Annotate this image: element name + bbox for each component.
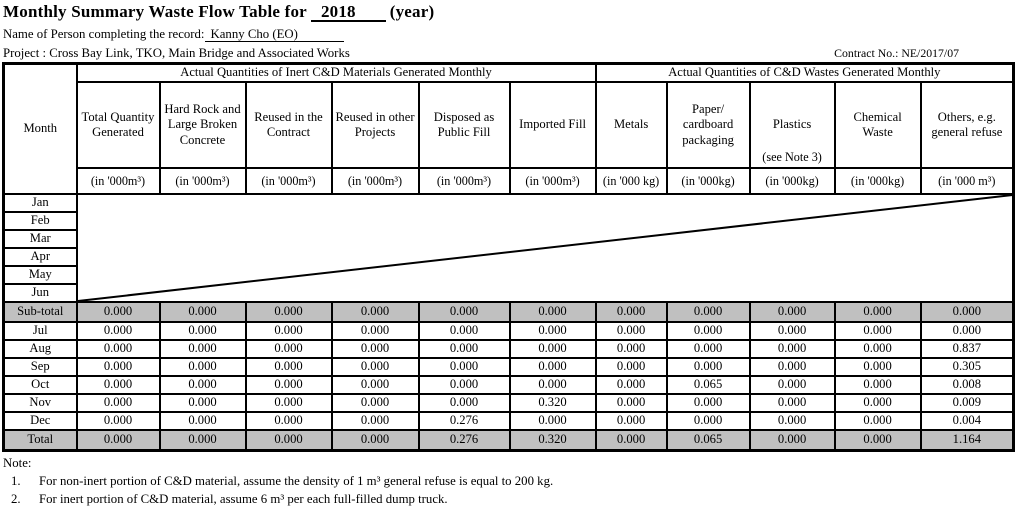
table-cell: 0.000	[332, 322, 419, 340]
column-header	[667, 82, 750, 168]
column-header	[246, 82, 332, 168]
table-cell: 0.000	[332, 376, 419, 394]
table-cell: 0.000	[750, 322, 835, 340]
table-cell: 0.000	[160, 358, 246, 376]
table-cell: 0.000	[835, 394, 921, 412]
table-row	[4, 412, 1014, 430]
row-label: Nov	[4, 394, 77, 412]
table-cell: 0.000	[160, 394, 246, 412]
table-cell: 0.000	[921, 322, 1014, 340]
column-header	[835, 82, 921, 168]
column-header-label: Metals	[613, 117, 649, 132]
contract-number: Contract No.: NE/2017/07	[834, 46, 959, 61]
month-column-header: Month	[4, 64, 77, 195]
table-cell: 0.000	[160, 322, 246, 340]
table-cell: 0.000	[77, 376, 160, 394]
column-unit: (in '000kg)	[750, 168, 835, 194]
table-cell: 0.000	[332, 430, 419, 451]
table-cell: 0.837	[921, 340, 1014, 358]
month-label: May	[4, 266, 77, 284]
table-cell: 0.000	[246, 412, 332, 430]
month-label: Mar	[4, 230, 77, 248]
table-cell: 0.000	[750, 358, 835, 376]
table-cell: 0.065	[667, 430, 750, 451]
table-cell: 0.000	[160, 376, 246, 394]
table-cell: 0.000	[510, 358, 596, 376]
row-label: Aug	[4, 340, 77, 358]
column-header-label: Hard Rock and Large Broken Concrete	[164, 102, 241, 147]
column-unit: (in '000 m³)	[921, 168, 1014, 194]
table-row	[4, 302, 1014, 322]
column-header-label: Total Quantity Generated	[81, 109, 155, 140]
page-title	[3, 2, 1012, 22]
column-header-label: Imported Fill	[519, 117, 586, 132]
table-cell: 0.000	[750, 376, 835, 394]
column-header	[510, 82, 596, 168]
column-unit: (in '000kg)	[667, 168, 750, 194]
diagonal-line	[78, 195, 1013, 301]
table-cell: 0.000	[596, 322, 667, 340]
table-cell: 0.000	[510, 322, 596, 340]
group-header: Actual Quantities of Inert C&D Materials Generated Monthly	[77, 64, 596, 83]
table-cell: 0.000	[332, 394, 419, 412]
table-cell: 0.000	[419, 376, 510, 394]
table-cell: 0.000	[596, 412, 667, 430]
table-cell: 0.000	[77, 412, 160, 430]
table-cell: 0.305	[921, 358, 1014, 376]
table-cell: 0.000	[332, 302, 419, 322]
table-cell: 0.000	[246, 376, 332, 394]
table-cell: 0.000	[921, 302, 1014, 322]
record-person-label: Name of Person completing the record:	[3, 27, 205, 41]
table-cell: 0.000	[596, 358, 667, 376]
table-cell: 0.320	[510, 430, 596, 451]
table-cell: 0.000	[750, 340, 835, 358]
table-cell: 0.000	[596, 340, 667, 358]
table-cell: 0.000	[596, 394, 667, 412]
project-line	[3, 46, 1011, 61]
table-cell: 0.000	[750, 394, 835, 412]
note-number: 2.	[11, 492, 21, 507]
table-cell: 0.000	[419, 302, 510, 322]
table-cell: 0.000	[246, 358, 332, 376]
table-cell: 0.000	[667, 340, 750, 358]
table-row	[4, 340, 1014, 358]
table-cell: 0.000	[835, 376, 921, 394]
table-cell: 0.000	[596, 430, 667, 451]
month-label: Apr	[4, 248, 77, 266]
table-cell: 0.000	[667, 412, 750, 430]
table-cell: 0.000	[667, 322, 750, 340]
column-header	[419, 82, 510, 168]
table-cell: 0.000	[246, 302, 332, 322]
project-label: Project : Cross Bay Link, TKO, Main Bridge and Associated Works	[3, 46, 350, 61]
notes-heading: Note:	[3, 456, 32, 471]
table-cell: 0.004	[921, 412, 1014, 430]
column-unit: (in '000m³)	[160, 168, 246, 194]
record-person-value: Kanny Cho (EO)	[205, 27, 344, 42]
column-unit: (in '000m³)	[77, 168, 160, 194]
column-unit: (in '000 kg)	[596, 168, 667, 194]
row-label: Sub-total	[4, 302, 77, 322]
month-row	[4, 194, 1014, 212]
table-cell: 0.000	[77, 394, 160, 412]
table-cell: 0.000	[77, 430, 160, 451]
table-cell: 0.008	[921, 376, 1014, 394]
column-header-label: Reused in the Contract	[254, 109, 323, 140]
table-cell: 0.000	[596, 376, 667, 394]
table-cell: 0.000	[750, 430, 835, 451]
row-label: Dec	[4, 412, 77, 430]
waste-flow-table	[2, 62, 1015, 452]
table-row	[4, 430, 1014, 451]
table-cell: 0.000	[160, 412, 246, 430]
group-header: Actual Quantities of C&D Wastes Generated Monthly	[596, 64, 1014, 83]
column-header-label: Chemical Waste	[853, 109, 902, 140]
table-cell: 0.000	[510, 376, 596, 394]
row-label: Total	[4, 430, 77, 451]
month-label: Jan	[4, 194, 77, 212]
record-person-line	[3, 27, 1012, 42]
table-row	[4, 358, 1014, 376]
month-label: Feb	[4, 212, 77, 230]
column-header	[332, 82, 419, 168]
table-cell: 0.000	[419, 394, 510, 412]
table-cell: 0.000	[246, 394, 332, 412]
table-cell: 1.164	[921, 430, 1014, 451]
table-cell: 0.000	[596, 302, 667, 322]
table-cell: 0.000	[77, 302, 160, 322]
row-label: Jul	[4, 322, 77, 340]
notes-section	[3, 456, 1012, 507]
column-header	[750, 82, 835, 168]
table-row	[4, 322, 1014, 340]
row-label: Sep	[4, 358, 77, 376]
column-header-label: Others, e.g. general refuse	[931, 109, 1003, 140]
table-cell: 0.065	[667, 376, 750, 394]
row-label: Oct	[4, 376, 77, 394]
table-cell: 0.000	[160, 430, 246, 451]
table-cell: 0.320	[510, 394, 596, 412]
column-header	[921, 82, 1014, 168]
note-item	[3, 474, 1012, 489]
table-cell: 0.000	[332, 358, 419, 376]
table-cell: 0.000	[750, 302, 835, 322]
table-cell: 0.000	[835, 302, 921, 322]
year-field: 2018	[311, 3, 386, 22]
table-cell: 0.000	[835, 340, 921, 358]
column-unit: (in '000m³)	[332, 168, 419, 194]
title-year-suffix: (year)	[389, 2, 435, 21]
month-label: Jun	[4, 284, 77, 302]
column-unit: (in '000kg)	[835, 168, 921, 194]
table-cell: 0.000	[667, 394, 750, 412]
column-unit: (in '000m³)	[246, 168, 332, 194]
column-header-note: (see Note 3)	[762, 150, 822, 165]
table-cell: 0.000	[77, 358, 160, 376]
column-header	[160, 82, 246, 168]
note-number: 1.	[11, 474, 21, 489]
title-text: Monthly Summary Waste Flow Table for	[3, 2, 307, 21]
table-cell: 0.000	[77, 340, 160, 358]
table-cell: 0.000	[510, 340, 596, 358]
column-unit: (in '000m³)	[419, 168, 510, 194]
table-row	[4, 376, 1014, 394]
table-cell: 0.000	[667, 358, 750, 376]
table-cell: 0.000	[835, 412, 921, 430]
column-header-label: Disposed as Public Fill	[433, 109, 495, 140]
column-header	[77, 82, 160, 168]
table-cell: 0.000	[835, 430, 921, 451]
table-cell: 0.000	[160, 340, 246, 358]
table-cell: 0.000	[510, 302, 596, 322]
note-text: For non-inert portion of C&D material, assume the density of 1 m³ general refuse is equal to 200 kg.	[39, 474, 554, 489]
table-cell: 0.000	[246, 430, 332, 451]
table-cell: 0.009	[921, 394, 1014, 412]
notes-list	[3, 474, 1012, 507]
column-header-label: Plastics	[772, 117, 812, 132]
table-cell: 0.276	[419, 430, 510, 451]
table-row	[4, 394, 1014, 412]
table-cell: 0.000	[332, 340, 419, 358]
note-item	[3, 492, 1012, 507]
table-cell: 0.000	[77, 322, 160, 340]
table-cell: 0.000	[419, 340, 510, 358]
table-cell: 0.000	[750, 412, 835, 430]
table-cell: 0.276	[419, 412, 510, 430]
note-text: For inert portion of C&D material, assume 6 m³ per each full-filled dump truck.	[39, 492, 448, 507]
table-cell: 0.000	[835, 358, 921, 376]
column-header	[596, 82, 667, 168]
table-cell: 0.000	[160, 302, 246, 322]
table-cell: 0.000	[246, 322, 332, 340]
table-cell: 0.000	[419, 358, 510, 376]
column-unit: (in '000m³)	[510, 168, 596, 194]
table-cell: 0.000	[835, 322, 921, 340]
table-cell: 0.000	[510, 412, 596, 430]
table-cell: 0.000	[419, 322, 510, 340]
crossed-out-region	[77, 194, 1014, 302]
table-cell: 0.000	[332, 412, 419, 430]
column-header-label: Paper/​cardboard packaging	[682, 102, 734, 147]
table-cell: 0.000	[246, 340, 332, 358]
table-cell: 0.000	[667, 302, 750, 322]
column-header-label: Reused in other Projects	[335, 109, 415, 140]
